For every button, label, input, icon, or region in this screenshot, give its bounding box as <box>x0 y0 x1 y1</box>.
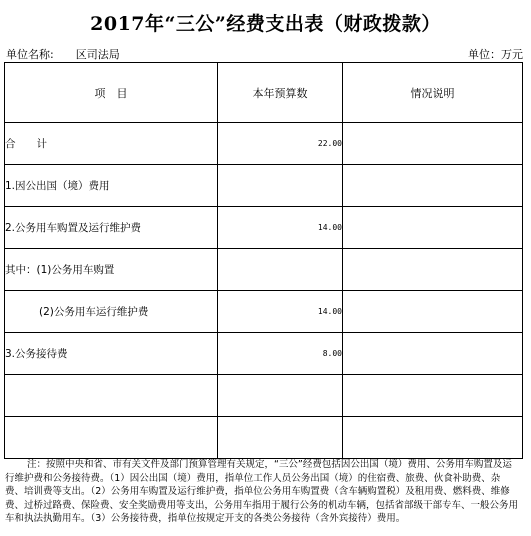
row-amount: 8.00 <box>218 333 343 375</box>
row-item: 1.因公出国（境）费用 <box>5 165 218 207</box>
unit-label: 单位名称: <box>6 48 54 61</box>
row-item: 3.公务接待费 <box>5 333 218 375</box>
row-note <box>343 165 523 207</box>
header-budget: 本年预算数 <box>218 63 343 123</box>
unit-name: 区司法局 <box>75 48 120 61</box>
table-row <box>5 207 523 249</box>
row-amount: 14.00 <box>218 207 343 249</box>
row-note <box>343 375 523 417</box>
row-note <box>343 207 523 249</box>
row-note <box>343 123 523 165</box>
table-header-row <box>5 63 523 123</box>
report-title: 2017年“三公”经费支出表（财政拨款） <box>90 13 441 35</box>
table-row <box>5 417 523 459</box>
row-amount <box>218 249 343 291</box>
row-note <box>343 333 523 375</box>
footnote: 注：按照中央和省、市有关文件及部门预算管理有关规定，“三公”经费包括因公出国（境）费用、公务用车购置及运行维护费和公务接待费。（1）因公出国（境）费用，指单位工作人员公务出国（境）的住宿费、旅费、伙食补助费、杂费、培训费等支出。（2）公务用车购置及运行维护费，指单位公务用车购置费（含车辆购置税）及租用费、燃料费、维修费、过桥过路费、保险费、安全奖励费用等支出，公务用车指用于履行公务的机动车辆，包括省部级干部专车、一般公务用车和执法执勤用车。（3）公务接待费，指单位按规定开支的各类公务接待（含外宾接待）费用。 <box>5 459 519 524</box>
table-row <box>5 291 523 333</box>
row-item <box>5 375 218 417</box>
row-item: (2)公务用车运行维护费 <box>5 291 218 333</box>
row-note <box>343 291 523 333</box>
row-item <box>5 417 218 459</box>
row-item: 2.公务用车购置及运行维护费 <box>5 207 218 249</box>
row-amount <box>218 417 343 459</box>
table-row <box>5 249 523 291</box>
row-note <box>343 249 523 291</box>
header-explanation: 情况说明 <box>343 63 523 123</box>
table-row <box>5 165 523 207</box>
unit-info <box>6 46 120 62</box>
table-row <box>5 333 523 375</box>
row-amount <box>218 375 343 417</box>
row-amount <box>218 165 343 207</box>
table-row <box>5 123 523 165</box>
table-row <box>5 375 523 417</box>
row-item: 其中：(1)公务用车购置 <box>5 249 218 291</box>
expense-table <box>4 62 523 459</box>
row-item: 合 计 <box>5 123 218 165</box>
currency-unit: 单位：万元 <box>468 48 523 61</box>
header-item: 项 目 <box>5 63 218 123</box>
row-note <box>343 417 523 459</box>
row-amount: 14.00 <box>218 291 343 333</box>
row-amount: 22.00 <box>218 123 343 165</box>
